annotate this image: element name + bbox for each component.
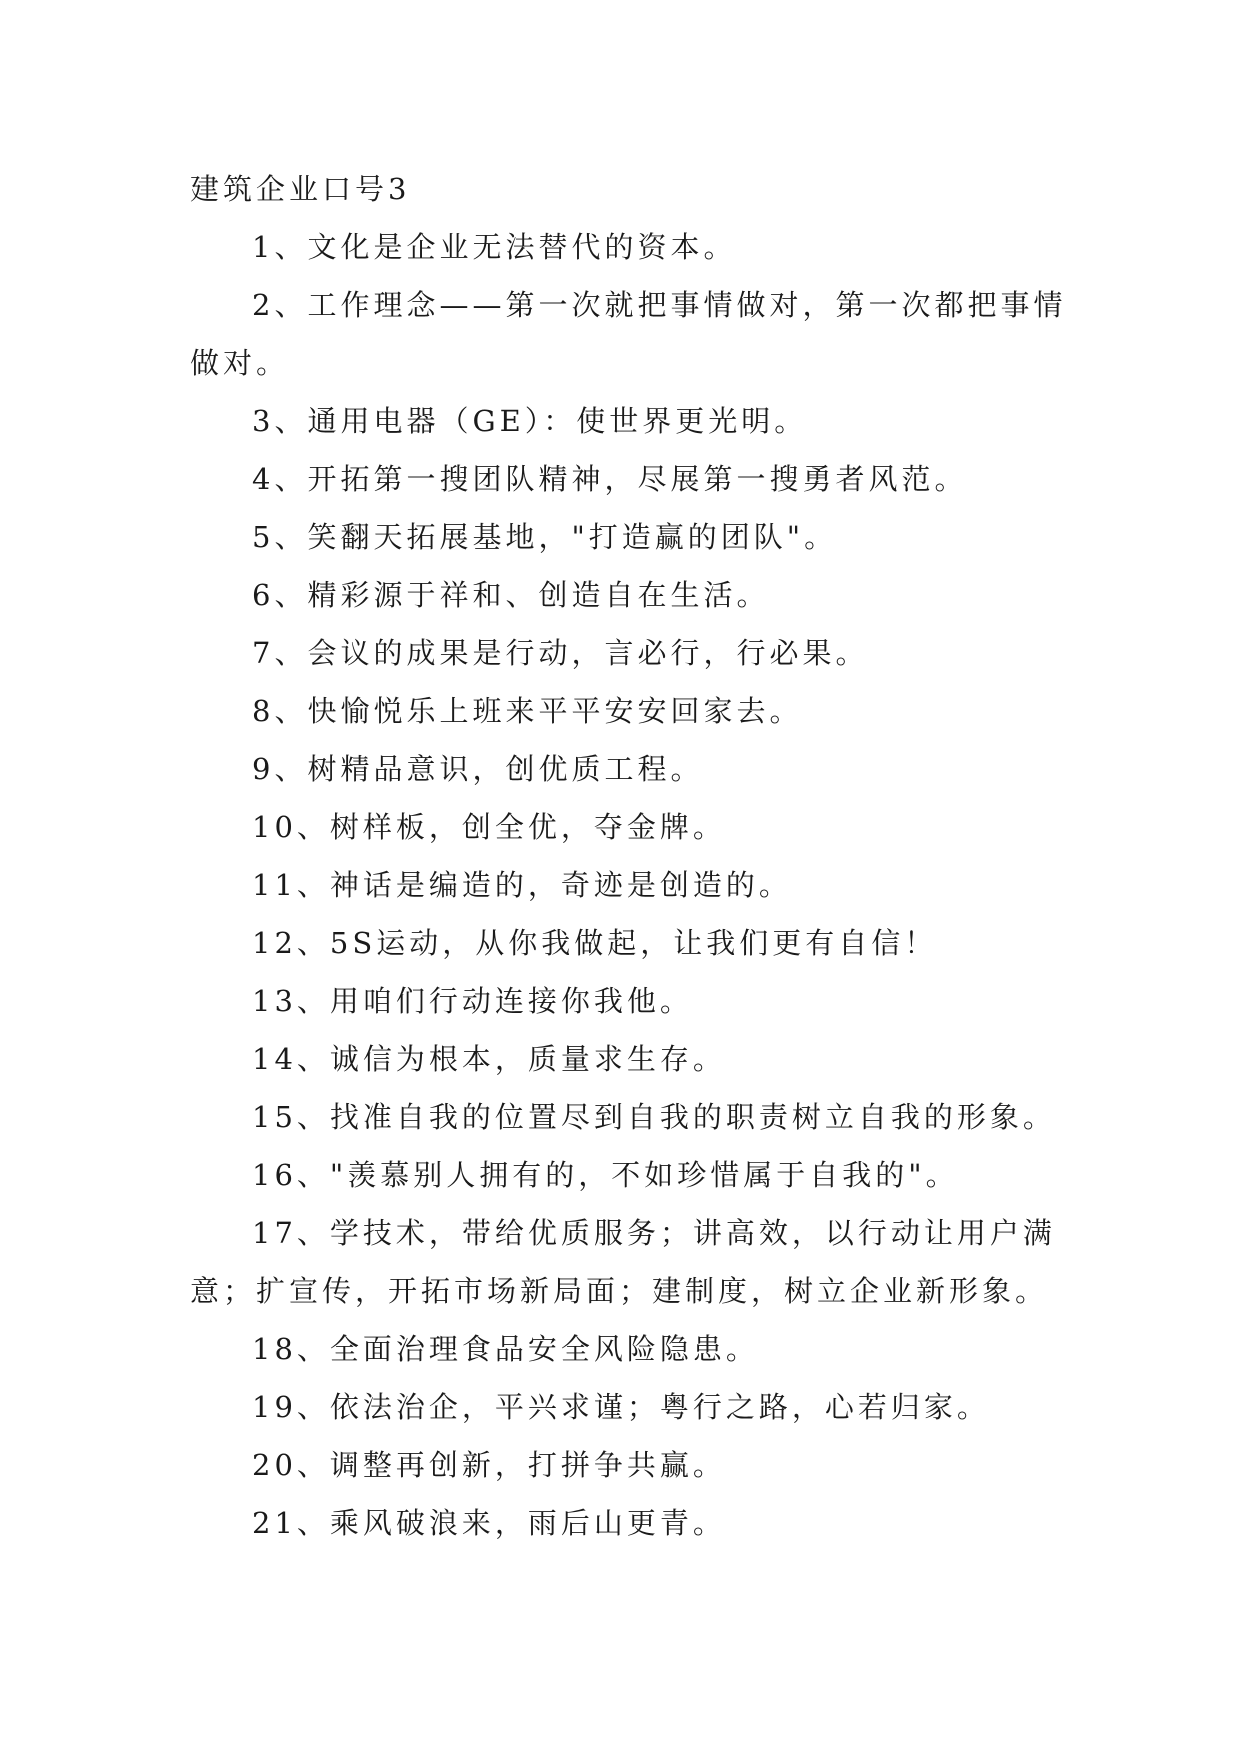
slogan-item-5: 5、笑翻天拓展基地，"打造赢的团队"。 bbox=[252, 520, 838, 554]
slogan-item-16: 16、"羡慕别人拥有的，不如珍惜属于自我的"。 bbox=[252, 1158, 959, 1192]
slogan-item-9: 9、树精品意识，创优质工程。 bbox=[252, 752, 704, 786]
slogan-item-10: 10、树样板，创全优，夺金牌。 bbox=[252, 810, 726, 844]
slogan-item-8: 8、快愉悦乐上班来平平安安回家去。 bbox=[252, 694, 803, 728]
document-title: 建筑企业口号3 bbox=[190, 172, 411, 206]
slogan-item-18: 18、全面治理食品安全风险隐患。 bbox=[252, 1332, 759, 1366]
slogan-item-20: 20、调整再创新，打拼争共赢。 bbox=[252, 1448, 726, 1482]
slogan-item-4: 4、开拓第一搜团队精神，尽展第一搜勇者风范。 bbox=[252, 462, 968, 496]
slogan-item-19: 19、依法治企，平兴求谨；粤行之路，心若归家。 bbox=[252, 1390, 990, 1424]
slogan-item-17: 17、学技术，带给优质服务；讲高效，以行动让用户满意；扩宣传，开拓市场新局面；建制度，树立企业新形象。 bbox=[190, 1216, 1056, 1308]
slogan-item-3: 3、通用电器（GE）：使世界更光明。 bbox=[252, 404, 808, 438]
slogan-item-12: 12、5S运动，从你我做起，让我们更有自信！ bbox=[252, 926, 938, 960]
slogan-item-14: 14、诚信为根本，质量求生存。 bbox=[252, 1042, 726, 1076]
slogan-item-15: 15、找准自我的位置尽到自我的职责树立自我的形象。 bbox=[252, 1100, 1056, 1134]
slogan-item-21: 21、乘风破浪来，雨后山更青。 bbox=[252, 1506, 726, 1540]
slogan-item-7: 7、会议的成果是行动，言必行，行必果。 bbox=[252, 636, 869, 670]
document-body bbox=[190, 160, 1070, 1552]
slogan-item-13: 13、用咱们行动连接你我他。 bbox=[252, 984, 693, 1018]
slogan-item-1: 1、文化是企业无法替代的资本。 bbox=[252, 230, 737, 264]
slogan-item-11: 11、神话是编造的，奇迹是创造的。 bbox=[252, 868, 792, 902]
slogan-item-6: 6、精彩源于祥和、创造自在生活。 bbox=[252, 578, 770, 612]
slogan-item-2: 2、工作理念——第一次就把事情做对，第一次都把事情做对。 bbox=[190, 288, 1067, 380]
